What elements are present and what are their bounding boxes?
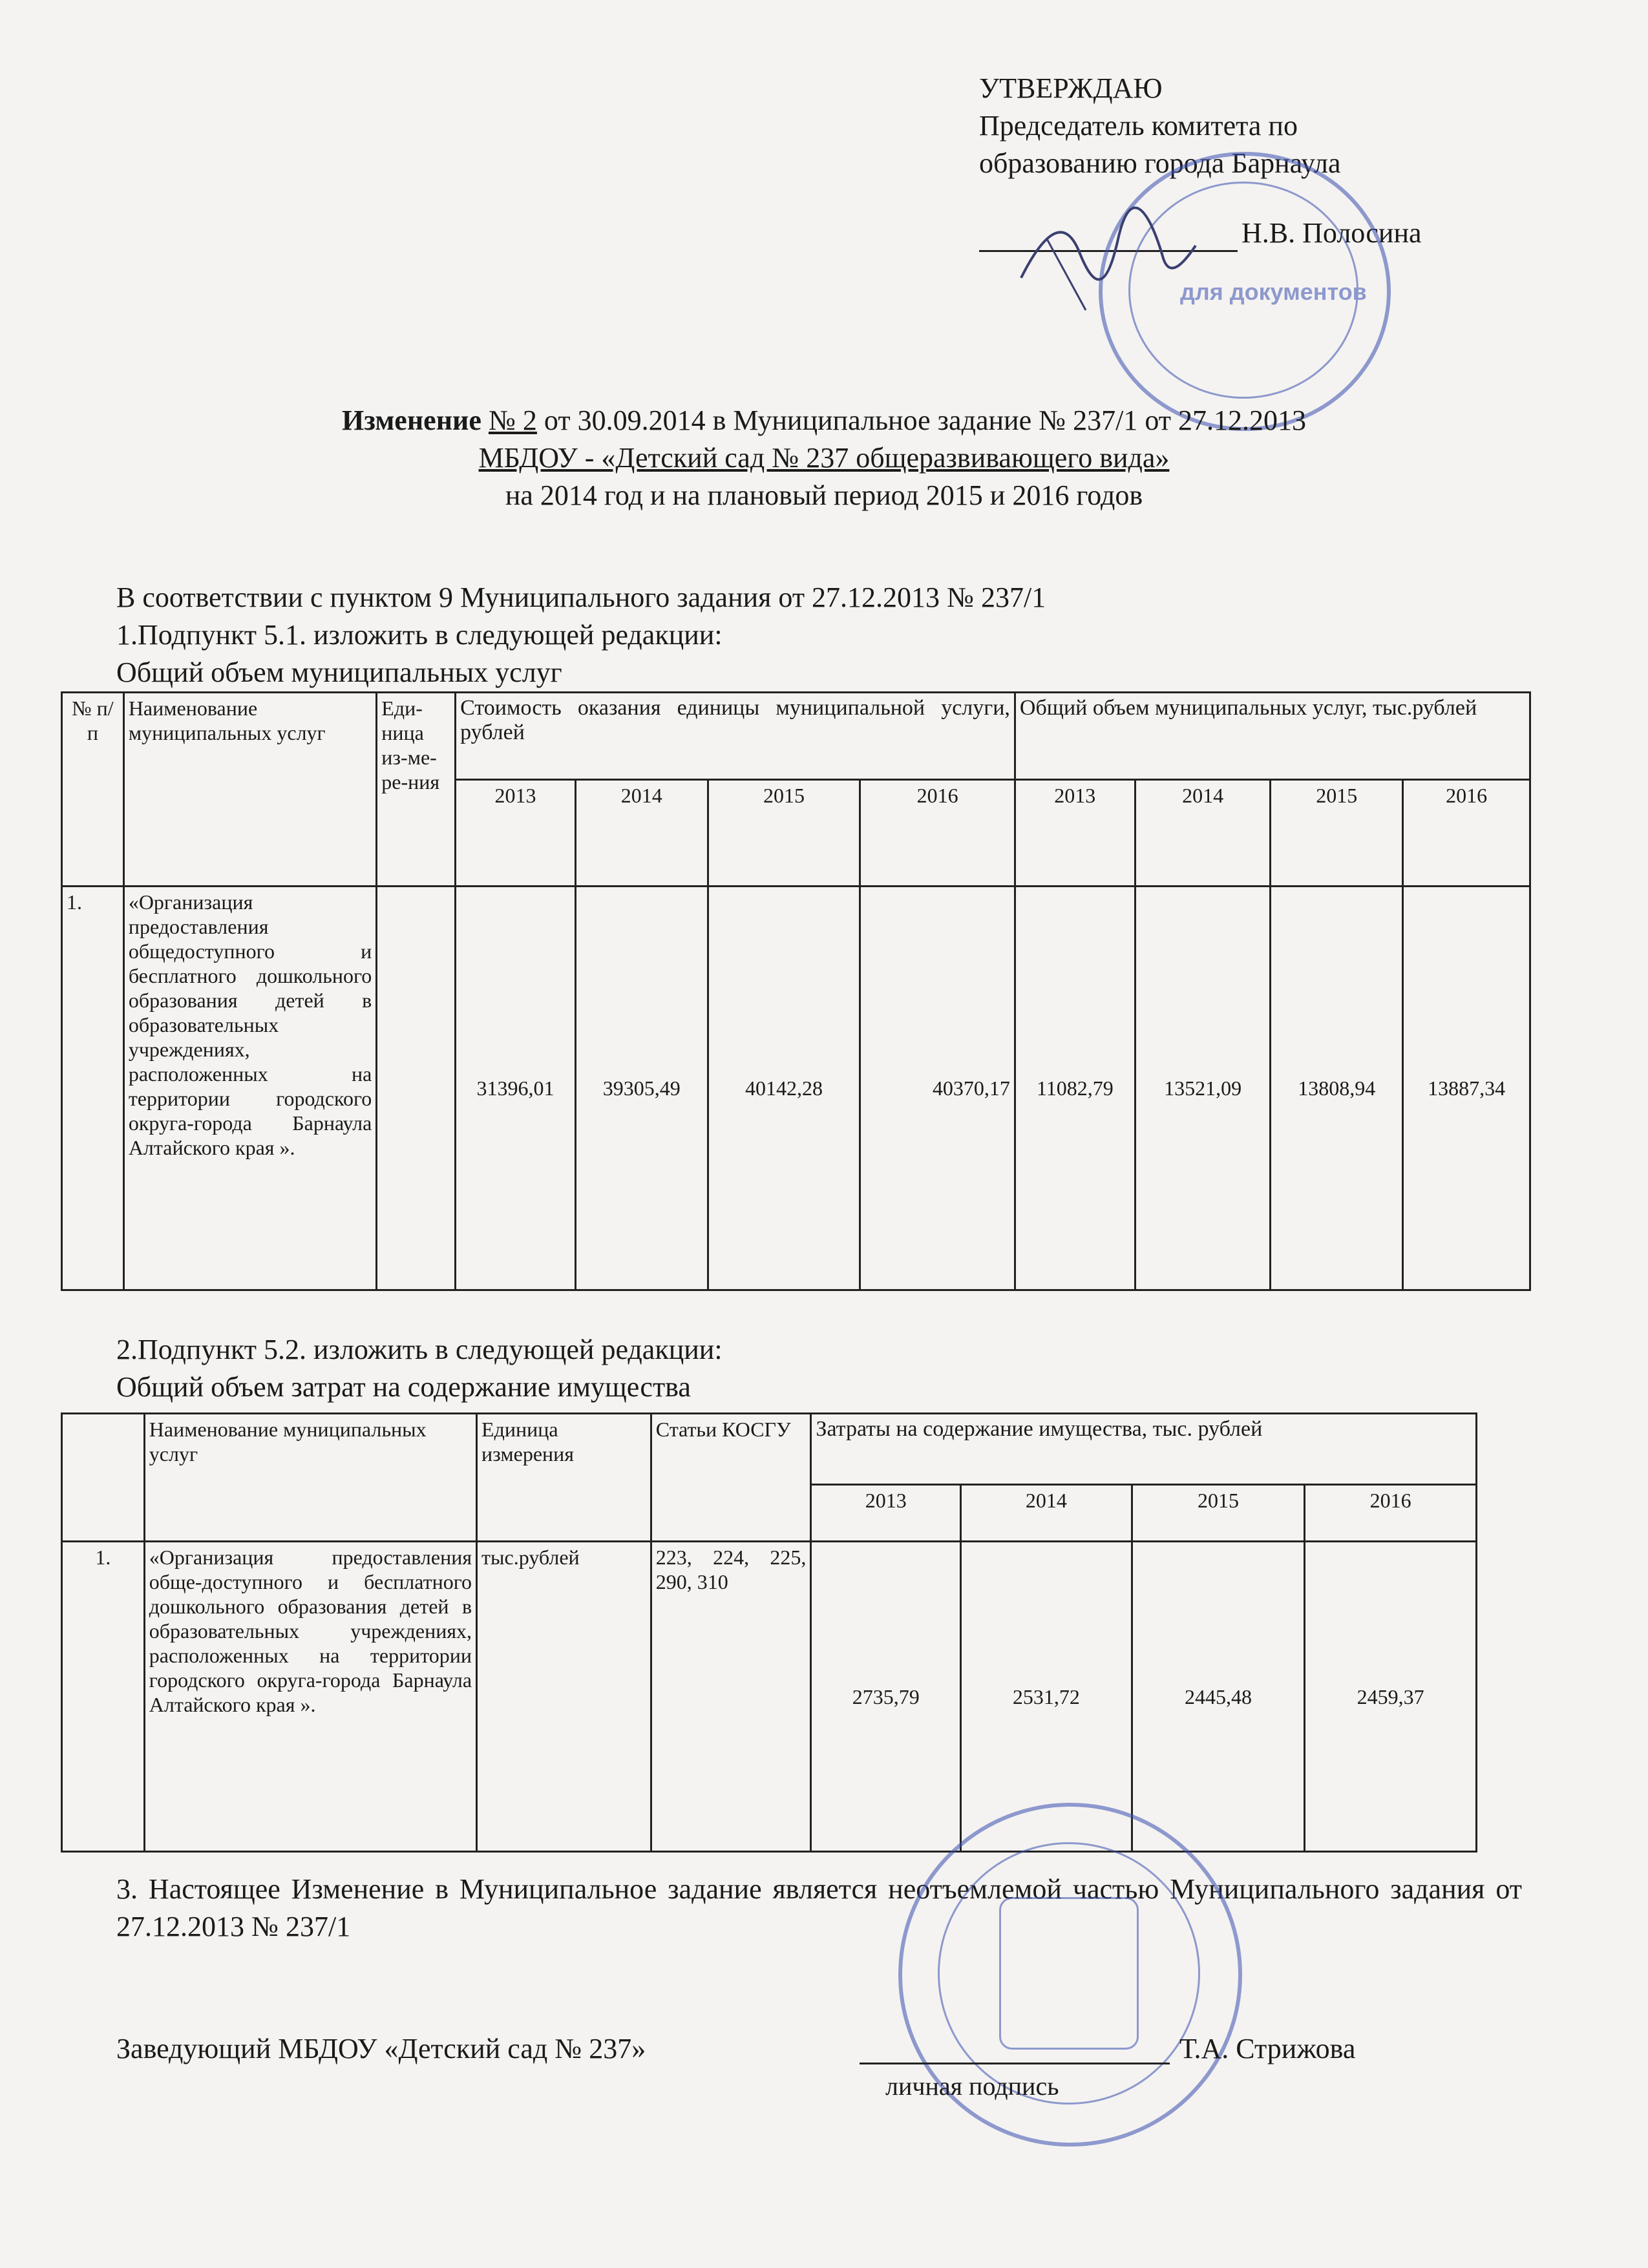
stamp-top-text: для документов xyxy=(1180,278,1367,305)
t1-year: 2016 xyxy=(1403,780,1530,887)
title-org: МБДОУ - «Детский сад № 237 общеразвивающего вида» xyxy=(478,442,1170,474)
t2-row-num: 1. xyxy=(62,1542,145,1852)
t2-header-unit: Единица измерения xyxy=(477,1414,651,1542)
property-costs-table xyxy=(61,1412,1477,1853)
t1-row-unit xyxy=(377,887,456,1290)
point-1-text: 1.Подпункт 5.1. изложить в следующей редакции: xyxy=(116,619,723,651)
table-row xyxy=(62,1542,1477,1852)
footer-row xyxy=(116,2030,646,2068)
approval-line-1: Председатель комитета по xyxy=(979,110,1298,142)
t2-value: 2445,48 xyxy=(1132,1542,1305,1852)
table-1-header-row xyxy=(62,693,1530,780)
t2-header-name: Наименование муниципальных услуг xyxy=(144,1414,476,1542)
t1-row-num: 1. xyxy=(62,887,124,1290)
point-3-text: 3. Настоящее Изменение в Муниципальное задание является неотъемлемой частью Муниципального задания от 27.12.2013 № 237/1 xyxy=(116,1873,1522,1942)
t2-header-kosgu: Статьи КОСГУ xyxy=(651,1414,811,1542)
t2-row-unit: тыс.рублей xyxy=(477,1542,651,1852)
document-title xyxy=(0,402,1648,439)
approval-signer: Н.В. Полосина xyxy=(1241,217,1422,249)
t2-value: 2531,72 xyxy=(961,1542,1132,1852)
t1-year: 2015 xyxy=(708,780,860,887)
table-row xyxy=(62,887,1530,1290)
t2-value: 2735,79 xyxy=(811,1542,961,1852)
title-number: № 2 xyxy=(488,404,537,436)
handwritten-signature xyxy=(1008,200,1202,317)
t1-value: 39305,49 xyxy=(575,887,708,1290)
footer-position: Заведующий МБДОУ «Детский сад № 237» xyxy=(116,2033,646,2064)
t2-header-num xyxy=(62,1414,145,1542)
t1-year: 2015 xyxy=(1271,780,1403,887)
t1-header-name: Наименование муниципальных услуг xyxy=(123,693,376,887)
footer-signer: Т.А. Стрижова xyxy=(1179,2033,1356,2064)
t2-value: 2459,37 xyxy=(1305,1542,1477,1852)
t1-year: 2013 xyxy=(456,780,576,887)
t1-header-unit: Еди-ница из-ме-ре-ния xyxy=(377,693,456,887)
table-1-caption: Общий объем муниципальных услуг xyxy=(116,656,562,688)
t2-row-kosgu: 223, 224, 225, 290, 310 xyxy=(651,1542,811,1852)
t1-value: 13808,94 xyxy=(1271,887,1403,1290)
t1-year: 2014 xyxy=(1135,780,1271,887)
point-2-text: 2.Подпункт 5.2. изложить в следующей редакции: xyxy=(116,1334,723,1365)
t1-year: 2013 xyxy=(1015,780,1135,887)
table-2-caption: Общий объем затрат на содержание имущества xyxy=(116,1371,691,1403)
t2-row-name: «Организация предоставления обще-доступного и бесплатного дошкольного образования детей в образовательных учреждениях, расположенных на территории городского округа-города Барнаула Алтайского края ». xyxy=(144,1542,476,1852)
t1-value: 40142,28 xyxy=(708,887,860,1290)
intro-text: В соответствии с пунктом 9 Муниципального задания от 27.12.2013 № 237/1 xyxy=(116,582,1046,613)
approval-line-2: образованию города Барнаула xyxy=(979,147,1341,179)
t1-header-volume: Общий объем муниципальных услуг, тыс.рублей xyxy=(1015,693,1530,780)
t2-year: 2016 xyxy=(1305,1485,1477,1542)
t1-value: 40370,17 xyxy=(860,887,1015,1290)
title-rest: от 30.09.2014 в Муниципальное задание № 237/1 от 27.12.2013 xyxy=(544,404,1306,436)
t2-year: 2013 xyxy=(811,1485,961,1542)
title-org-row xyxy=(0,439,1648,477)
footer-sign-caption: личная подпись xyxy=(885,2072,1059,2101)
t1-value: 13521,09 xyxy=(1135,887,1271,1290)
t1-row-name: «Организация предоставления общедоступного и бесплатного дошкольного образования детей в образовательных учреждениях, расположенных на территории городского округа-города Барнаула Алтайского края ». xyxy=(123,887,376,1290)
services-volume-table xyxy=(61,691,1531,1291)
t1-year: 2014 xyxy=(575,780,708,887)
t2-year: 2014 xyxy=(961,1485,1132,1542)
title-prefix: Изменение xyxy=(342,404,481,436)
t1-value: 11082,79 xyxy=(1015,887,1135,1290)
title-period: на 2014 год и на плановый период 2015 и 2016 годов xyxy=(505,479,1143,511)
t1-value: 31396,01 xyxy=(456,887,576,1290)
t1-header-num: № п/п xyxy=(62,693,124,887)
t2-header-costs: Затраты на содержание имущества, тыс. рублей xyxy=(811,1414,1477,1485)
footer-signature-line xyxy=(860,2063,1170,2064)
table-2-header-row xyxy=(62,1414,1477,1485)
t2-year: 2015 xyxy=(1132,1485,1305,1542)
t1-year: 2016 xyxy=(860,780,1015,887)
t1-value: 13887,34 xyxy=(1403,887,1530,1290)
t1-header-cost: Стоимость оказания единицы муниципальной услуги, рублей xyxy=(456,693,1015,780)
approval-label: УТВЕРЖДАЮ xyxy=(979,72,1163,104)
